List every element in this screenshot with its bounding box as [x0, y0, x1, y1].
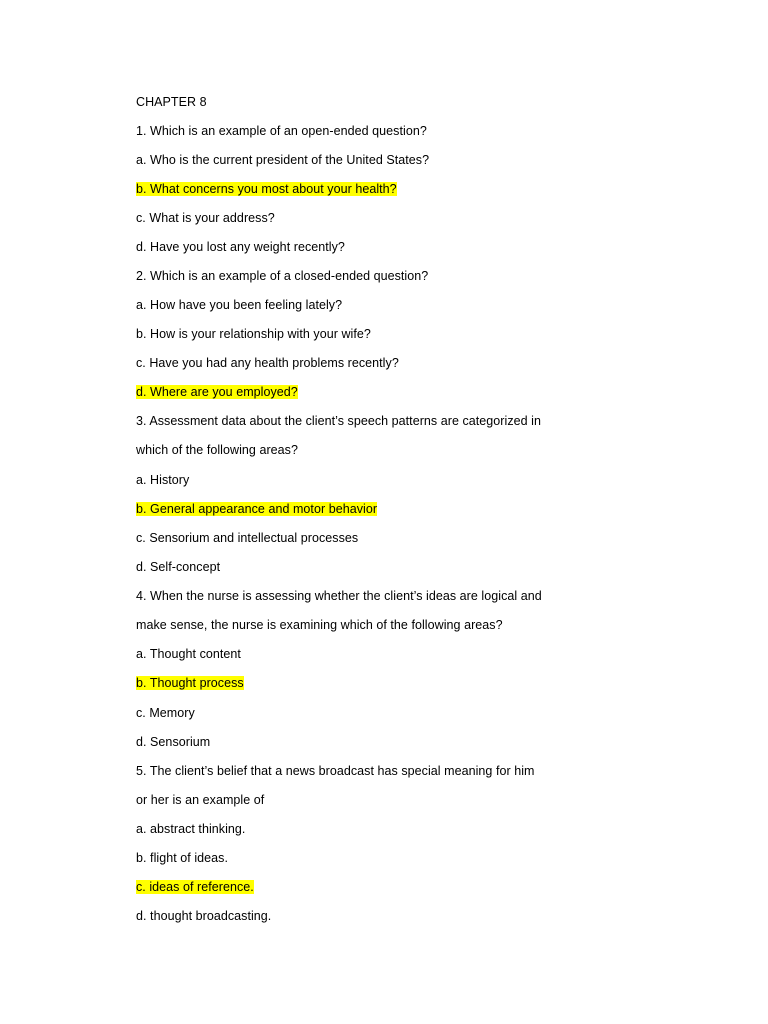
- answer-highlight: b. General appearance and motor behavior: [136, 502, 378, 516]
- question-1-option-b-answer: [136, 180, 397, 198]
- answer-highlight: b. Thought process: [136, 676, 244, 690]
- question-4-option-c: c. Memory: [136, 706, 195, 720]
- question-3-option-c: c. Sensorium and intellectual processes: [136, 531, 359, 545]
- question-4-option-b-answer: [136, 674, 244, 692]
- question-4-option-a: a. Thought content: [136, 647, 241, 661]
- answer-highlight: d. Where are you employed?: [136, 385, 298, 399]
- question-3-line-2: which of the following areas?: [136, 443, 298, 457]
- question-5-line-1: 5. The client’s belief that a news broadcast has special meaning for him: [136, 764, 535, 778]
- question-4-line-1: 4. When the nurse is assessing whether the client’s ideas are logical and: [136, 589, 542, 603]
- answer-highlight: c. ideas of reference.: [136, 880, 254, 894]
- question-1-option-d: d. Have you lost any weight recently?: [136, 240, 345, 254]
- question-5-option-a: a. abstract thinking.: [136, 822, 246, 836]
- chapter-title: CHAPTER 8: [136, 95, 207, 109]
- question-4-option-d: d. Sensorium: [136, 735, 211, 749]
- question-3-option-a: a. History: [136, 473, 190, 487]
- question-5-option-d: d. thought broadcasting.: [136, 909, 272, 923]
- question-3-line-1: 3. Assessment data about the client’s speech patterns are categorized in: [136, 414, 542, 428]
- question-5-option-b: b. flight of ideas.: [136, 851, 228, 865]
- question-3-option-d: d. Self-concept: [136, 560, 221, 574]
- question-2-option-a: a. How have you been feeling lately?: [136, 298, 343, 312]
- question-2-option-b: b. How is your relationship with your wife?: [136, 327, 371, 341]
- question-5-line-2: or her is an example of: [136, 793, 265, 807]
- question-3-option-b-answer: [136, 500, 377, 518]
- question-1-option-a: a. Who is the current president of the United States?: [136, 153, 430, 167]
- question-2-option-c: c. Have you had any health problems recently?: [136, 356, 399, 370]
- question-1-option-c: c. What is your address?: [136, 211, 275, 225]
- answer-highlight: b. What concerns you most about your health?: [136, 182, 397, 196]
- question-2: 2. Which is an example of a closed-ended question?: [136, 269, 429, 283]
- question-4-line-2: make sense, the nurse is examining which of the following areas?: [136, 618, 503, 632]
- question-1: 1. Which is an example of an open-ended question?: [136, 124, 427, 138]
- question-5-option-c-answer: [136, 878, 254, 896]
- question-2-option-d-answer: [136, 383, 298, 401]
